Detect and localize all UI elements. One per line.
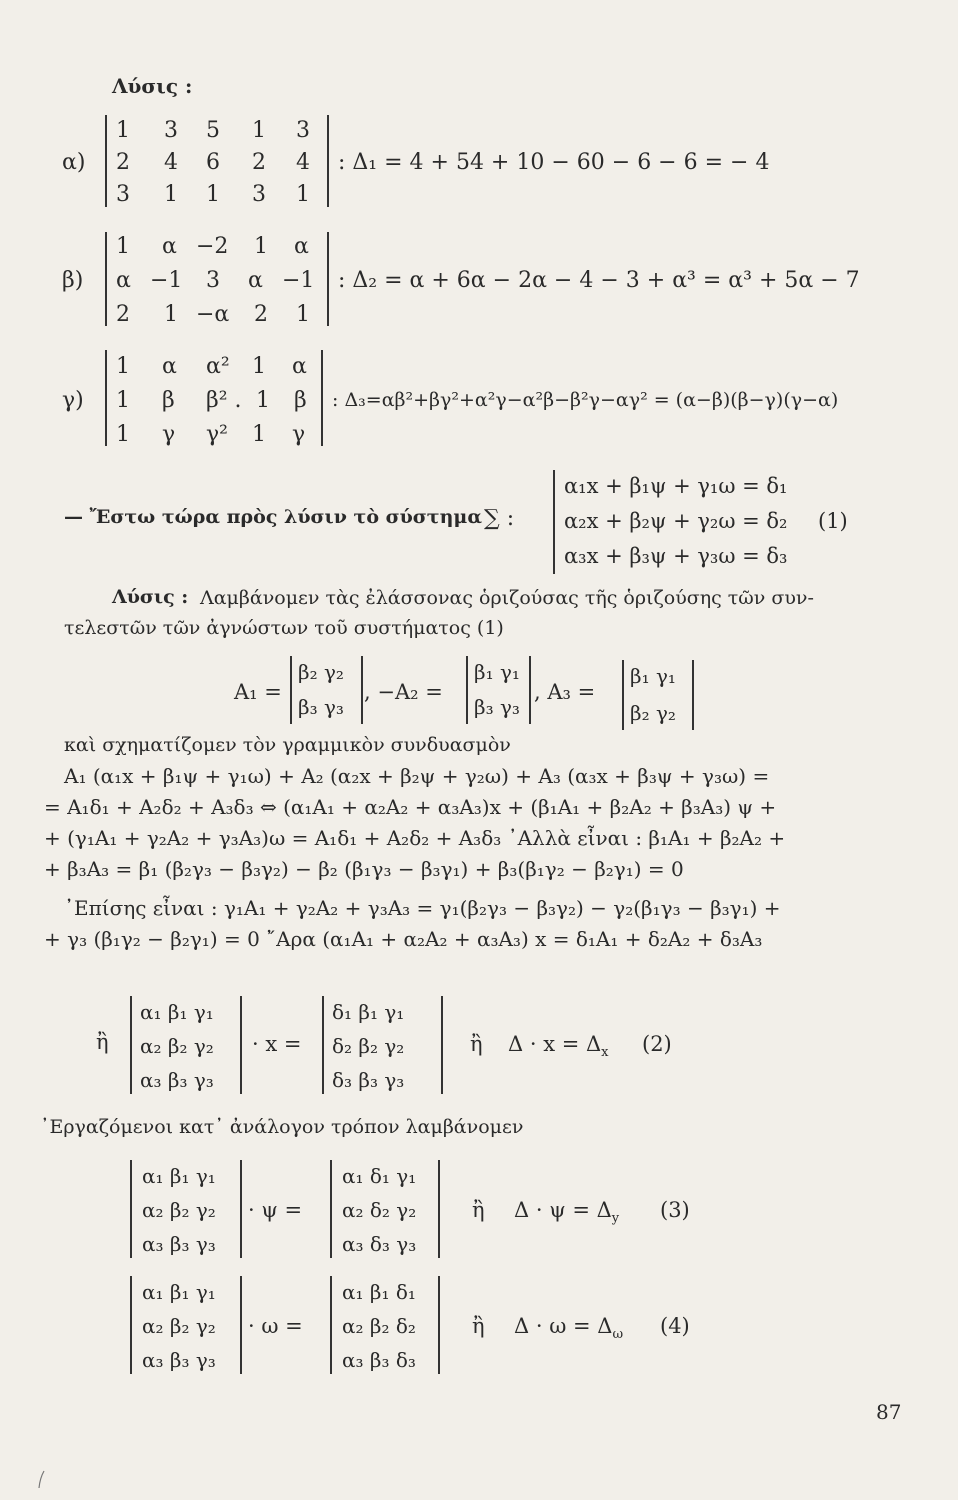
det-bar-right bbox=[240, 1276, 242, 1374]
operator: · x = bbox=[252, 1032, 302, 1056]
minor-row: β₂ γ₂ bbox=[298, 660, 344, 684]
system-bar bbox=[553, 470, 555, 574]
equation-number: (2) bbox=[642, 1032, 672, 1056]
minor-row: β₃ γ₃ bbox=[474, 695, 520, 719]
det-bar-right bbox=[529, 656, 531, 724]
cell: α bbox=[162, 354, 177, 379]
derivation-line: + β₃A₃ = β₁ (β₂γ₃ − β₃γ₂) − β₂ (β₁γ₃ − β₃γ₁) + β₃(β₁γ₂ − β₂γ₁) = 0 bbox=[44, 857, 684, 881]
det-row: δ₁ β₁ γ₁ bbox=[332, 1000, 405, 1024]
cell: β² . bbox=[206, 388, 242, 413]
cell: 2 bbox=[116, 302, 130, 327]
det-row: α₂ β₂ γ₂ bbox=[140, 1034, 214, 1058]
cell: 2 bbox=[116, 150, 130, 175]
cell: β bbox=[162, 388, 175, 413]
cell: 1 bbox=[296, 302, 310, 327]
cell: 1 bbox=[206, 182, 220, 207]
det-row: α₁ β₁ γ₁ bbox=[142, 1280, 216, 1304]
cell: −2 bbox=[196, 234, 229, 259]
minor-a2-label: , −A₂ = bbox=[364, 680, 443, 704]
analog-text: ᾿Εργαζόμενοι κατ᾿ ἀνάλογον τρόπον λαμβάνομεν bbox=[40, 1116, 524, 1138]
solution-heading: Λύσις : bbox=[112, 74, 193, 98]
minor-a1-label: A₁ = bbox=[234, 680, 282, 704]
cell: −1 bbox=[150, 268, 183, 293]
cell: 2 bbox=[254, 302, 268, 327]
det-bar-right bbox=[438, 1160, 440, 1258]
det-bar-right bbox=[327, 232, 329, 326]
minor-row: β₁ γ₁ bbox=[630, 664, 676, 688]
det-row: α₁ δ₁ γ₁ bbox=[342, 1164, 417, 1188]
det-row: α₃ β₃ γ₃ bbox=[142, 1232, 216, 1256]
det-row: α₃ β₃ γ₃ bbox=[142, 1348, 216, 1372]
page-number: 87 bbox=[876, 1400, 902, 1424]
det-bar-left bbox=[130, 1160, 132, 1258]
minor-a3-label: , A₃ = bbox=[534, 680, 596, 704]
cell: 1 bbox=[116, 354, 130, 379]
equation-number: (3) bbox=[660, 1198, 690, 1222]
det-bar-left bbox=[105, 350, 107, 446]
result-expression: $\Delta \cdot \omega = \Delta_\omega$ bbox=[514, 1314, 624, 1343]
minor-row: β₁ γ₁ bbox=[474, 660, 520, 684]
cell: α bbox=[294, 234, 309, 259]
cell: 1 bbox=[252, 354, 266, 379]
cell: 1 bbox=[164, 302, 178, 327]
det-row: α₂ β₂ γ₂ bbox=[142, 1314, 216, 1338]
det-row: α₁ β₁ δ₁ bbox=[342, 1280, 416, 1304]
cell: 6 bbox=[206, 150, 220, 175]
cell: 3 bbox=[164, 118, 178, 143]
equation-row: α₂x + β₂ψ + γ₂ω = δ₂ bbox=[564, 509, 788, 533]
cell: γ bbox=[162, 422, 176, 447]
cell: α bbox=[248, 268, 263, 293]
equation-row: α₁x + β₁ψ + γ₁ω = δ₁ bbox=[564, 474, 788, 498]
cell: 4 bbox=[296, 150, 310, 175]
det-row: α₃ β₃ γ₃ bbox=[140, 1068, 214, 1092]
minor-row: β₂ γ₂ bbox=[630, 701, 676, 725]
cell: γ bbox=[292, 422, 306, 447]
derivation-line: = A₁δ₁ + A₂δ₂ + A₃δ₃ ⇔ (α₁A₁ + α₂A₂ + α₃A₃)x + (β₁A₁ + β₂A₂ + β₃A₃) ψ + bbox=[44, 795, 777, 819]
combo-intro: καὶ σχηματίζομεν τὸν γραμμικὸν συνδυασμὸν bbox=[64, 734, 511, 756]
det-bar-right bbox=[240, 1160, 242, 1258]
det-bar-right bbox=[321, 350, 323, 446]
cell: α bbox=[116, 268, 131, 293]
cell: 5 bbox=[206, 118, 220, 143]
cell: γ² bbox=[206, 422, 228, 447]
result-expression: $\Delta \cdot \psi = \Delta_y$ bbox=[514, 1198, 620, 1227]
section-label: β) bbox=[62, 268, 84, 293]
det-bar-left bbox=[130, 996, 132, 1094]
det-bar-left bbox=[322, 996, 324, 1094]
det-row: α₃ δ₃ γ₃ bbox=[342, 1232, 417, 1256]
determinant-result: : Δ₃=αβ²+βγ²+α²γ−α²β−β²γ−αγ² = (α−β)(β−γ)(γ−α) bbox=[332, 389, 839, 411]
solution-text-line: τελεστῶν τῶν ἀγνώστων τοῦ συστήματος (1) bbox=[64, 617, 504, 639]
solution-text-line: Λαμβάνομεν τὰς ἐλάσσονας ὁριζούσας τῆς ὁριζούσης τῶν συν- bbox=[200, 587, 814, 609]
cell: 1 bbox=[116, 422, 130, 447]
det-bar-right bbox=[327, 115, 329, 207]
cell: −1 bbox=[282, 268, 315, 293]
det-bar-left bbox=[330, 1160, 332, 1258]
operator: · ψ = bbox=[248, 1198, 303, 1222]
derivation-line: ᾿Επίσης εἶναι : γ₁A₁ + γ₂A₂ + γ₃A₃ = γ₁(β₂γ₃ − β₃γ₂) − γ₂(β₁γ₃ − β₃γ₁) + bbox=[64, 896, 781, 920]
cell: −α bbox=[196, 302, 230, 327]
cell: 1 bbox=[116, 234, 130, 259]
cell: α bbox=[162, 234, 177, 259]
cell: 3 bbox=[252, 182, 266, 207]
determinant-result: : Δ₁ = 4 + 54 + 10 − 60 − 6 − 6 = − 4 bbox=[338, 150, 770, 175]
system-intro: — Ἔστω τώρα πρὸς λύσιν τὸ σύστημα bbox=[64, 506, 482, 528]
section-label: γ) bbox=[62, 388, 84, 413]
det-row: α₃ β₃ δ₃ bbox=[342, 1348, 416, 1372]
section-label: α) bbox=[62, 150, 86, 175]
cell: 3 bbox=[206, 268, 220, 293]
cell: 3 bbox=[296, 118, 310, 143]
or-word: ἢ bbox=[470, 1032, 483, 1056]
det-row: α₂ β₂ δ₂ bbox=[342, 1314, 416, 1338]
cell: 3 bbox=[116, 182, 130, 207]
operator: · ω = bbox=[248, 1314, 303, 1338]
det-row: α₂ δ₂ γ₂ bbox=[342, 1198, 417, 1222]
sigma-symbol: ∑ : bbox=[484, 506, 515, 531]
cell: 1 bbox=[252, 422, 266, 447]
cell: 4 bbox=[164, 150, 178, 175]
derivation-line: A₁ (α₁x + β₁ψ + γ₁ω) + A₂ (α₂x + β₂ψ + γ₂ω) + A₃ (α₃x + β₃ψ + γ₃ω) = bbox=[64, 764, 770, 788]
cell: 1 bbox=[296, 182, 310, 207]
cell: 1 bbox=[116, 118, 130, 143]
det-bar-right bbox=[240, 996, 242, 1094]
det-row: α₂ β₂ γ₂ bbox=[142, 1198, 216, 1222]
minor-row: β₃ γ₃ bbox=[298, 695, 344, 719]
det-row: δ₂ β₂ γ₂ bbox=[332, 1034, 405, 1058]
or-word: ἢ bbox=[96, 1030, 109, 1054]
determinant-result: : Δ₂ = α + 6α − 2α − 4 − 3 + α³ = α³ + 5α − 7 bbox=[338, 268, 860, 293]
derivation-line: + (γ₁A₁ + γ₂A₂ + γ₃A₃)ω = A₁δ₁ + A₂δ₂ + A₃δ₃ ᾿Αλλὰ εἶναι : β₁A₁ + β₂A₂ + bbox=[44, 826, 786, 850]
cell: α bbox=[292, 354, 307, 379]
det-bar-left bbox=[330, 1276, 332, 1374]
derivation-line: + γ₃ (β₁γ₂ − β₂γ₁) = 0 ῎Αρα (α₁A₁ + α₂A₂ + α₃A₃) x = δ₁A₁ + δ₂A₂ + δ₃A₃ bbox=[44, 927, 763, 951]
cell: 1 bbox=[116, 388, 130, 413]
result-expression: $\Delta \cdot x = \Delta_x$ bbox=[508, 1032, 609, 1061]
cell: α² bbox=[206, 354, 230, 379]
solution-label: Λύσις : bbox=[112, 586, 189, 608]
equation-number: (4) bbox=[660, 1314, 690, 1338]
cell: 1 bbox=[164, 182, 178, 207]
det-bar-left bbox=[105, 232, 107, 326]
det-bar-left bbox=[622, 660, 624, 730]
det-bar-left bbox=[290, 656, 292, 724]
det-row: α₁ β₁ γ₁ bbox=[140, 1000, 214, 1024]
equation-number: (1) bbox=[818, 509, 848, 533]
or-word: ἢ bbox=[472, 1314, 485, 1338]
or-word: ἢ bbox=[472, 1198, 485, 1222]
cell: 2 bbox=[252, 150, 266, 175]
det-bar-left bbox=[105, 115, 107, 207]
det-bar-right bbox=[692, 660, 694, 730]
det-bar-right bbox=[441, 996, 443, 1094]
det-bar-left bbox=[466, 656, 468, 724]
det-bar-right bbox=[361, 656, 363, 724]
cell: β bbox=[294, 388, 307, 413]
det-row: α₁ β₁ γ₁ bbox=[142, 1164, 216, 1188]
cell: 1 bbox=[254, 234, 268, 259]
ink-mark-icon bbox=[36, 1470, 48, 1490]
cell: 1 bbox=[256, 388, 270, 413]
equation-row: α₃x + β₃ψ + γ₃ω = δ₃ bbox=[564, 544, 788, 568]
det-bar-left bbox=[130, 1276, 132, 1374]
cell: 1 bbox=[252, 118, 266, 143]
det-bar-right bbox=[438, 1276, 440, 1374]
det-row: δ₃ β₃ γ₃ bbox=[332, 1068, 405, 1092]
